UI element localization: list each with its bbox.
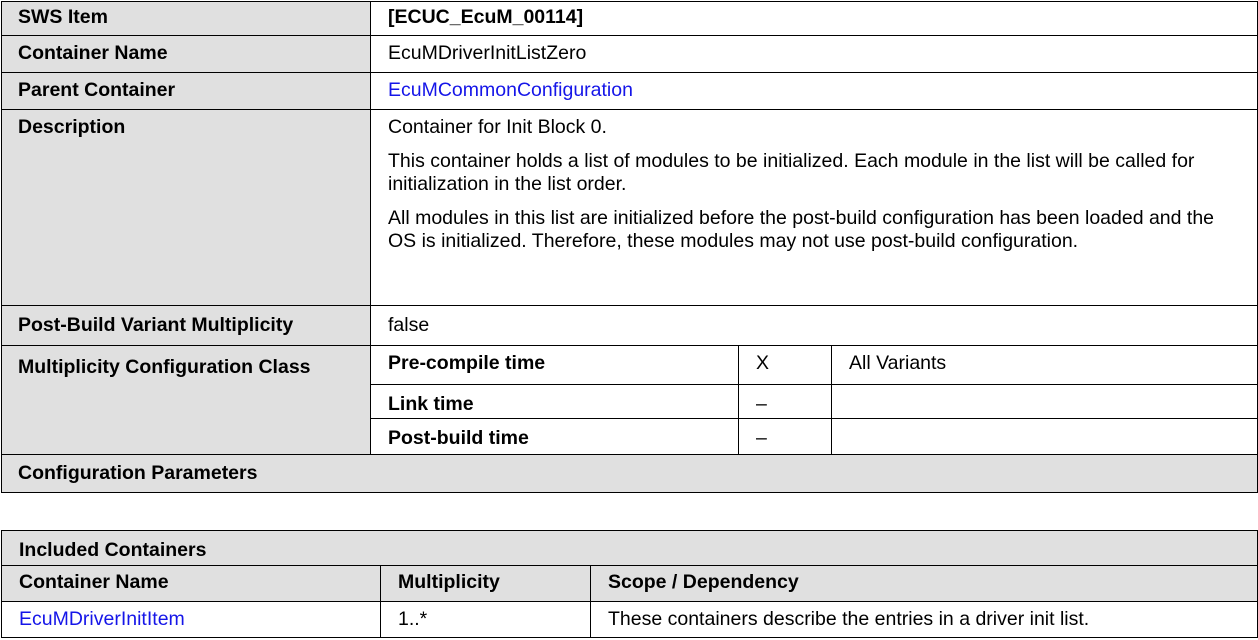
- phase-label: Pre-compile time: [371, 346, 739, 385]
- multiplicity-config-class-label: Multiplicity Configuration Class: [2, 346, 371, 455]
- column-header: Container Name: [2, 566, 381, 602]
- parent-container-link[interactable]: EcuMCommonConfiguration: [388, 79, 633, 101]
- parent-container-row: [2, 73, 1258, 110]
- included-containers-header-row: [2, 566, 1258, 602]
- description-paragraph: This container holds a list of modules to be initialized. Each module in the list will be called for initialization in the list order.: [388, 150, 1195, 195]
- phase-mark: –: [739, 419, 832, 455]
- configuration-parameters-label: Configuration Parameters: [2, 455, 1258, 493]
- included-container-scope: These containers describe the entries in a driver init list.: [591, 602, 1258, 638]
- sws-item-row: [2, 2, 1258, 36]
- multiplicity-row: [2, 346, 1258, 385]
- sws-item-label: SWS Item: [2, 2, 371, 36]
- container-name-row: [2, 36, 1258, 73]
- description-label: Description: [2, 110, 371, 306]
- included-container-multiplicity: 1..*: [381, 602, 591, 638]
- description-row: [2, 110, 1258, 306]
- container-name-label: Container Name: [2, 36, 371, 73]
- included-containers-title: Included Containers: [2, 531, 1258, 566]
- phase-variants: All Variants: [832, 346, 1258, 385]
- phase-variants: [832, 385, 1258, 419]
- post-build-variant-row: [2, 306, 1258, 346]
- included-container-link[interactable]: EcuMDriverInitItem: [19, 608, 185, 630]
- post-build-variant-value: false: [371, 306, 1258, 346]
- column-header: Scope / Dependency: [591, 566, 1258, 602]
- included-containers-table: [1, 530, 1258, 638]
- column-header: Multiplicity: [381, 566, 591, 602]
- parent-container-label: Parent Container: [2, 73, 371, 110]
- container-name-value: EcuMDriverInitListZero: [371, 36, 1258, 73]
- phase-variants: [832, 419, 1258, 455]
- sws-item-value: [ECUC_EcuM_00114]: [371, 2, 1258, 36]
- phase-mark: X: [739, 346, 832, 385]
- description-paragraph: Container for Init Block 0.: [388, 116, 607, 138]
- phase-label: Post-build time: [371, 419, 739, 455]
- description-paragraph: All modules in this list are initialized before the post-build configuration has been loaded and the OS is initialized. Therefore, these modules may not use post-build configuration.: [388, 207, 1215, 252]
- post-build-variant-label: Post-Build Variant Multiplicity: [2, 306, 371, 346]
- table-row: [2, 602, 1258, 638]
- phase-mark: –: [739, 385, 832, 419]
- phase-label: Link time: [371, 385, 739, 419]
- container-spec-table: [1, 1, 1258, 493]
- configuration-parameters-row: [2, 455, 1258, 493]
- included-containers-title-row: [2, 531, 1258, 566]
